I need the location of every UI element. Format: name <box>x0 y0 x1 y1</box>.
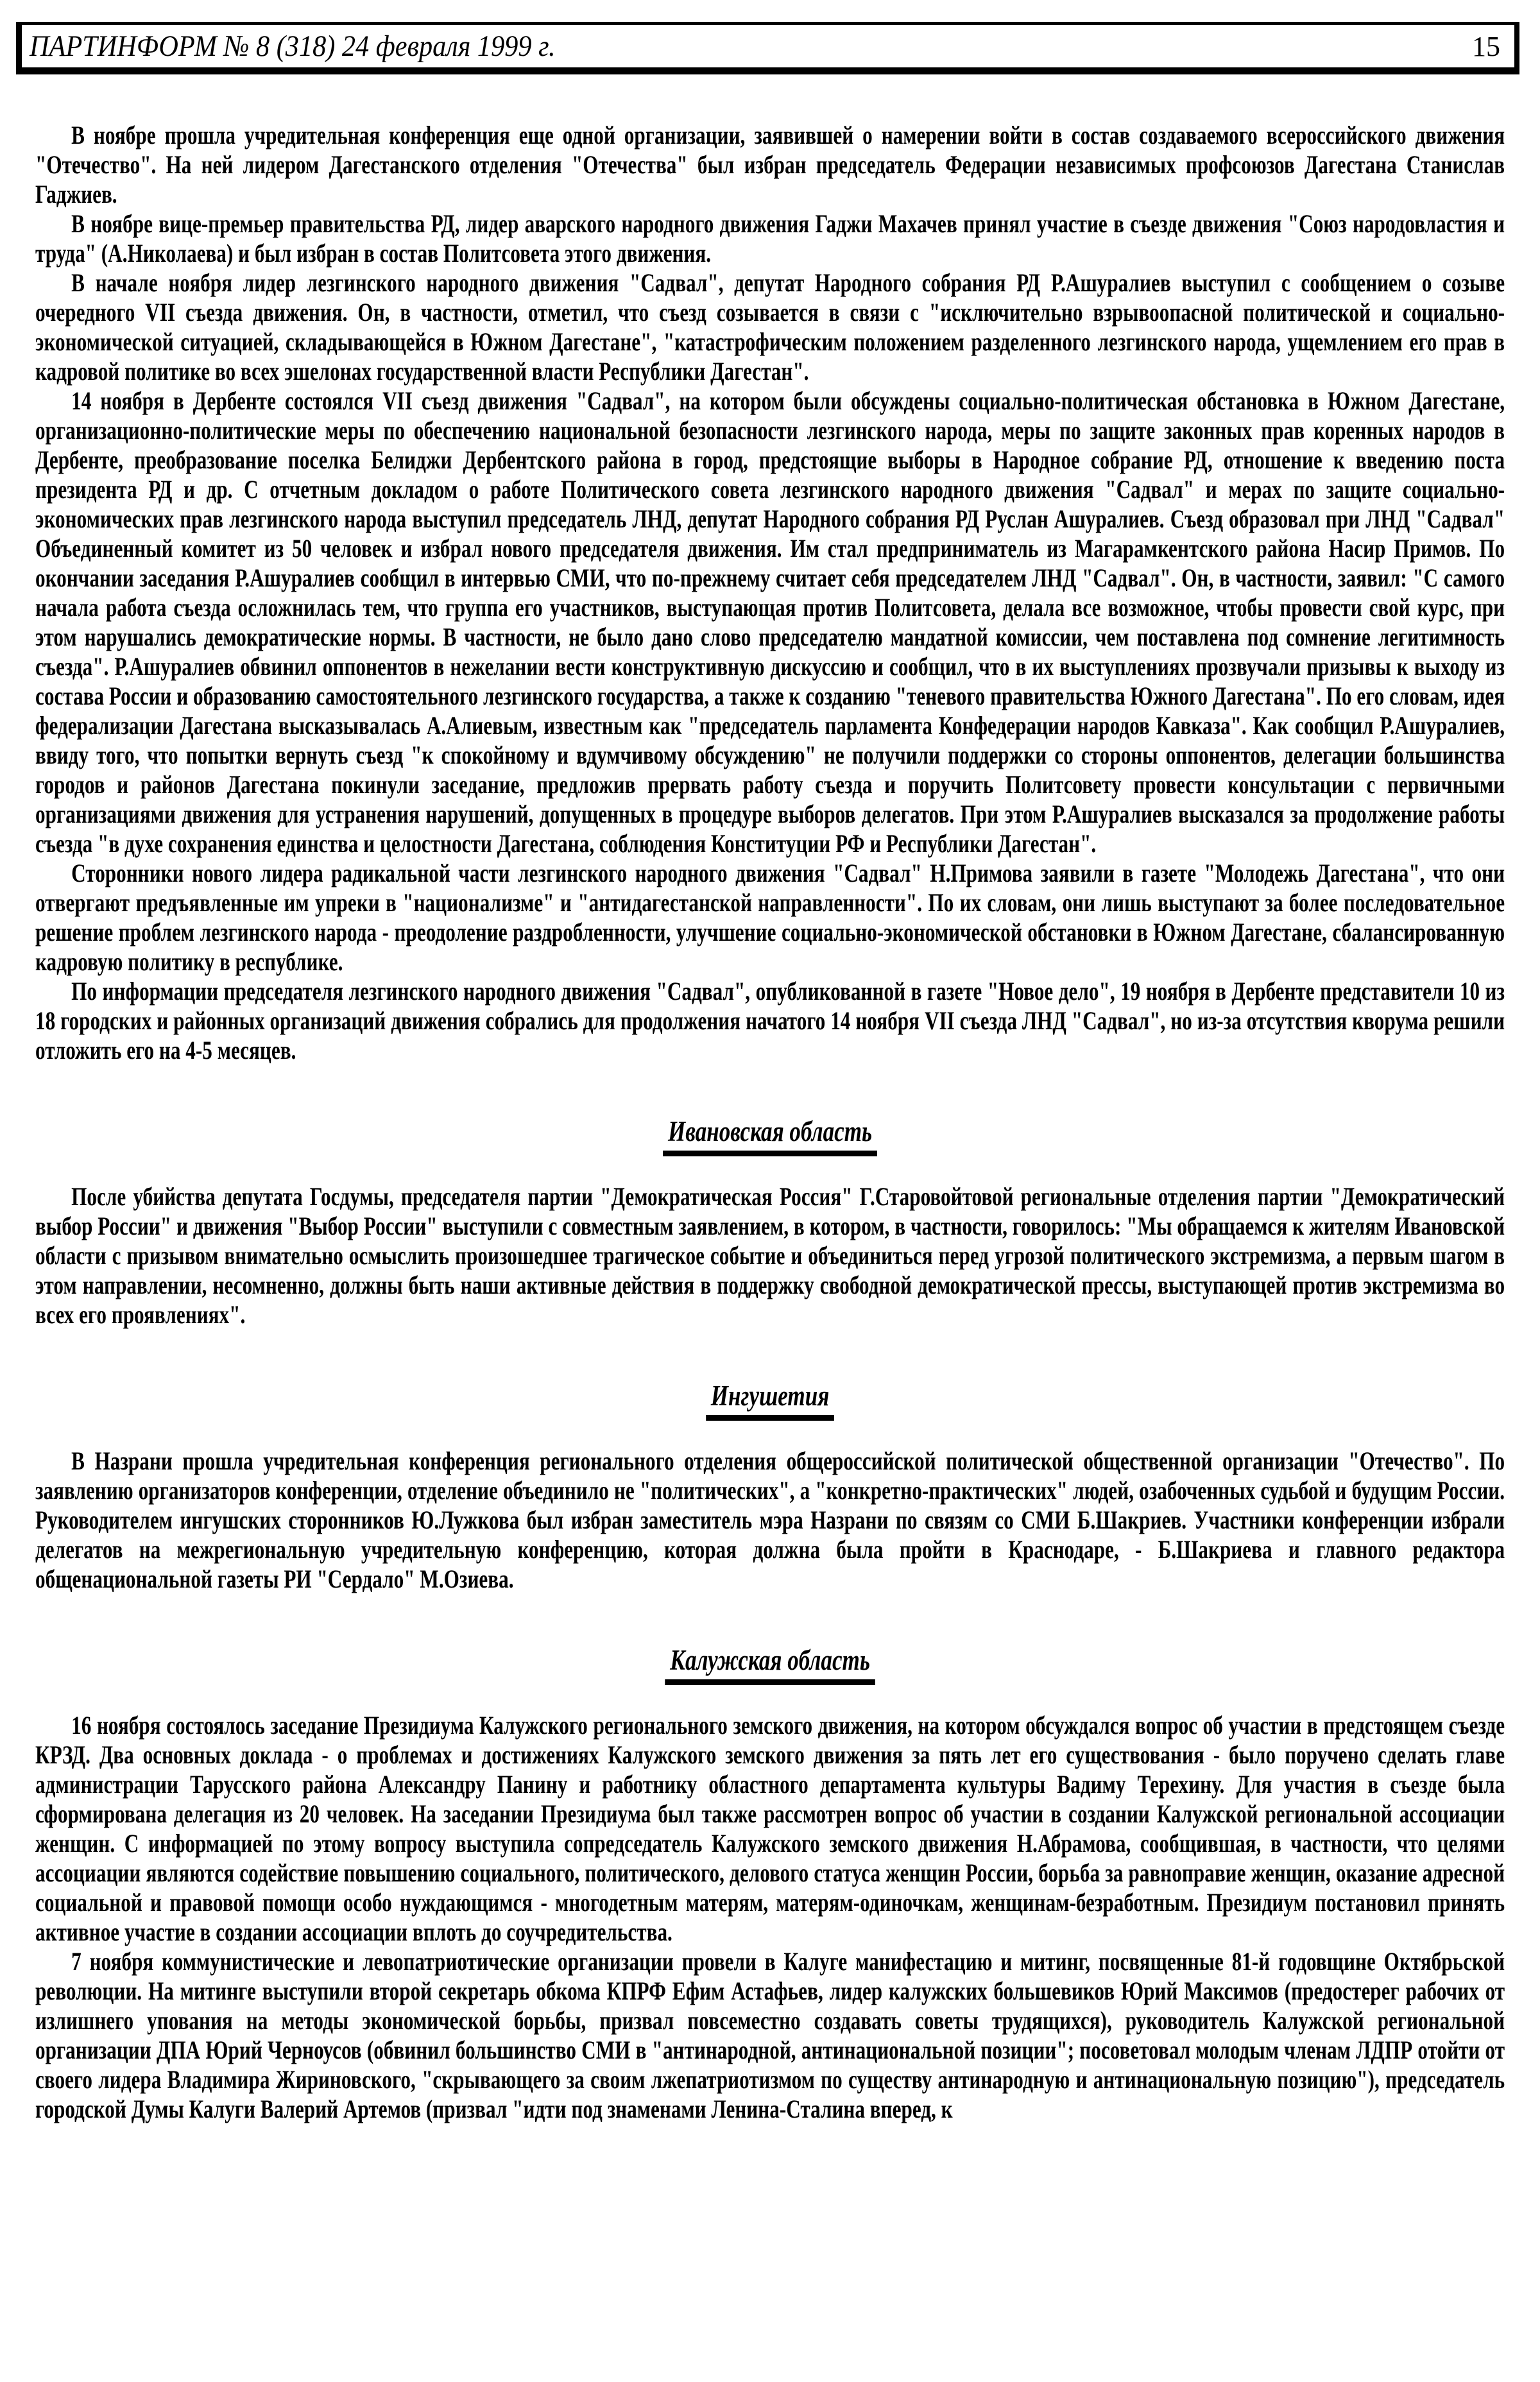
paragraph-ivanovskaya-statement: После убийства депутата Госдумы, председателя партии "Демократическая Россия" Г.Старовойтовой региональные отделения партии "Демократический выбор России" и движения "Выбор России" выступили с совместным заявлением, в котором, в частности, говорилось: "Мы обращаемся к жителям Ивановской области с призывом внимательно осмыслить произошедшее трагическое событие и объединиться перед угрозой политического экстремизма, а первым шагом в этом направлении, несомненно, должны быть наши активные действия в поддержку свободной демократической прессы, выступающей против экстремизма во всех его проявлениях". <box>35 1182 1505 1329</box>
page-header <box>16 22 1519 74</box>
paragraph-kaluga-presidium: 16 ноября состоялось заседание Президиума Калужского регионального земского движения, на котором обсуждался вопрос об участии в предстоящем съезде КРЗД. Два основных доклада - о проблемах и достижениях Калужского земского движения за пять лет его существования - было поручено сделать главе администрации Тарусского района Александру Панину и работнику областного департамента культуры Вадиму Терехину. Для участия в съезде была сформирована делегация из 20 человек. На заседании Президиума был также рассмотрен вопрос об участии в создании Калужской региональной ассоциации женщин. С информацией по этому вопросу выступила сопредседатель Калужского земского движения Н.Абрамова, сообщившая, в частности, что целями ассоциации являются содействие повышению социального, политического, делового статуса женщин России, борьба за равноправие женщин, оказание адресной социальной и правовой помощи особо нуждающимся - многодетным матерям, матерям-одиночкам, женщинам-безработным. Президиум постановил принять активное участие в создании ассоциации вплоть до соучредительства. <box>35 1711 1505 1946</box>
newsletter-title: ПАРТИНФОРМ № 8 (318) 24 февраля 1999 г. <box>30 30 556 63</box>
section-heading-underline: Ивановская область <box>663 1115 877 1156</box>
paragraph-sadval-congress: 14 ноября в Дербенте состоялся VII съезд движения "Садвал", на котором были обсуждены социально-политическая обстановка в Южном Дагестане, организационно-политические меры по обеспечению национальной безопасности лезгинского народа, меры по защите законных прав коренных народов в Дербенте, преобразование поселка Белиджи Дербентского района в город, предстоящие выборы в Народное собрание РД, отношение к введению поста президента РД и др. С отчетным докладом о работе Политического совета лезгинского народного движения "Садвал" и мерах по защите социально-экономических прав лезгинского народа выступил председатель ЛНД, депутат Народного собрания РД Руслан Ашуралиев. Съезд образовал при ЛНД "Садвал" Объединенный комитет из 50 человек и избрал нового председателя движения. Им стал предприниматель из Магарамкентского района Насир Примов. По окончании заседания Р.Ашуралиев сообщил в интервью СМИ, что по-прежнему считает себя председателем ЛНД "Садвал". Он, в частности, заявил: "С самого начала работа съезда осложнилась тем, что группа его участников, выступающая против Политсовета, делала все возможное, чтобы провести свой курс, при этом нарушались демократические нормы. В частности, не было дано слово председателю мандатной комиссии, чем поставлена под сомнение легитимность съезда". Р.Ашуралиев обвинил оппонентов в нежелании вести конструктивную дискуссию и сообщил, что в их выступлениях прозвучали призывы к выходу из состава России и образованию самостоятельного лезгинского государства, а также к созданию "теневого правительства Южного Дагестана". По его словам, идея федерализации Дагестана высказывалась А.Алиевым, известным как "председатель парламента Конфедерации народов Кавказа". Как сообщил Р.Ашуралиев, ввиду того, что попытки вернуть съезд "к спокойному и вдумчивому обсуждению" не получили поддержки со стороны оппонентов, делегации большинства городов и районов Дагестана покинули заседание, предложив прервать работу съезда и поручить Политсовету провести консультации с первичными организациями движения для устранения нарушений, допущенных в процедуре выборов делегатов. При этом Р.Ашуралиев высказался за продолжение работы съезда "в духе сохранения единства и целостности Дагестана, соблюдения Конституции РФ и Республики Дагестан". <box>35 386 1505 858</box>
section-heading-kaluzhskaya <box>35 1644 1505 1685</box>
section-heading-underline: Калужская область <box>665 1644 875 1685</box>
section-heading-underline: Ингушетия <box>706 1380 834 1421</box>
paragraph-sadval-quorum: По информации председателя лезгинского народного движения "Садвал", опубликованной в газете "Новое дело", 19 ноября в Дербенте представители 10 из 18 городских и районных организаций движения собрались для продолжения начатого 14 ноября VII съезда ЛНД "Садвал", но из-за отсутствия кворума решили отложить его на 4-5 месяцев. <box>35 977 1505 1065</box>
paragraph-sadval-announcement: В начале ноября лидер лезгинского народного движения "Садвал", депутат Народного собрания РД Р.Ашуралиев выступил с сообщением о созыве очередного VII съезда движения. Он, в частности, отметил, что съезд созывается в связи с "исключительно взрывоопасной политической и социально-экономической ситуацией, складывающейся в Южном Дагестане", "катастрофическим положением разделенного лезгинского народа, ущемлением его прав в кадровой политике во всех эшелонах государственной власти Республики Дагестан". <box>35 268 1505 386</box>
document-body <box>35 121 1505 2124</box>
paragraph-kaluga-meeting: 7 ноября коммунистические и левопатриотические организации провели в Калуге манифестацию и митинг, посвященные 81-й годовщине Октябрьской революции. На митинге выступили второй секретарь обкома КПРФ Ефим Астафьев, лидер калужских большевиков Юрий Максимов (предостерег рабочих от излишнего упования на методы экономической борьбы, призвал повсеместно создавать советы трудящихся), руководитель Калужской региональной организации ДПА Юрий Черноусов (обвинил большинство СМИ в "антинародной, антинациональной позиции"; посоветовал молодым членам ЛДПР отойти от своего лидера Владимира Жириновского, "скрывающего за своим лжепатриотизмом по существу антинародную и антинациональную позицию"), председатель городской Думы Калуги Валерий Артемов (призвал "идти под знаменами Ленина-Сталина вперед, к <box>35 1947 1505 2123</box>
section-heading-ingushetia <box>35 1380 1505 1421</box>
paragraph-sadval-primov-supporters: Сторонники нового лидера радикальной части лезгинского народного движения "Садвал" Н.Примова заявили в газете "Молодежь Дагестана", что они отвергают предъявленные им упреки в "национализме" и "антидагестанской направленности". По их словам, они лишь выступают за более последовательное решение проблем лезгинского народа - преодоление раздробленности, улучшение социально-экономической обстановки в Южном Дагестане, сбалансированную кадровую политику в республике. <box>35 859 1505 976</box>
section-heading-ivanovskaya <box>35 1115 1505 1156</box>
page-number: 15 <box>1472 30 1500 62</box>
paragraph-dagestan-makhachev: В ноябре вице-премьер правительства РД, лидер аварского народного движения Гаджи Махачев принял участие в съезде движения "Союз народовластия и труда" (А.Николаева) и был избран в состав Политсовета этого движения. <box>35 209 1505 268</box>
paragraph-dagestan-otechestvo: В ноябре прошла учредительная конференция еще одной организации, заявившей о намерении войти в состав создаваемого всероссийского движения "Отечество". На ней лидером Дагестанского отделения "Отечества" был избран председатель Федерации независимых профсоюзов Дагестана Станислав Гаджиев. <box>35 121 1505 209</box>
paragraph-ingushetia-conference: В Назрани прошла учредительная конференция регионального отделения общероссийской политической общественной организации "Отечество". По заявлению организаторов конференции, отделение объединило не "политических", а "конкретно-практических" людей, озабоченных судьбой и будущим России. Руководителем ингушских сторонников Ю.Лужкова был избран заместитель мэра Назрани по связям со СМИ Б.Шакриев. Участники конференции избрали делегатов на межрегиональную учредительную конференцию, которая должна была пройти в Краснодаре, - Б.Шакриева и главного редактора общенациональной газеты РИ "Сердало" М.Озиева. <box>35 1446 1505 1593</box>
